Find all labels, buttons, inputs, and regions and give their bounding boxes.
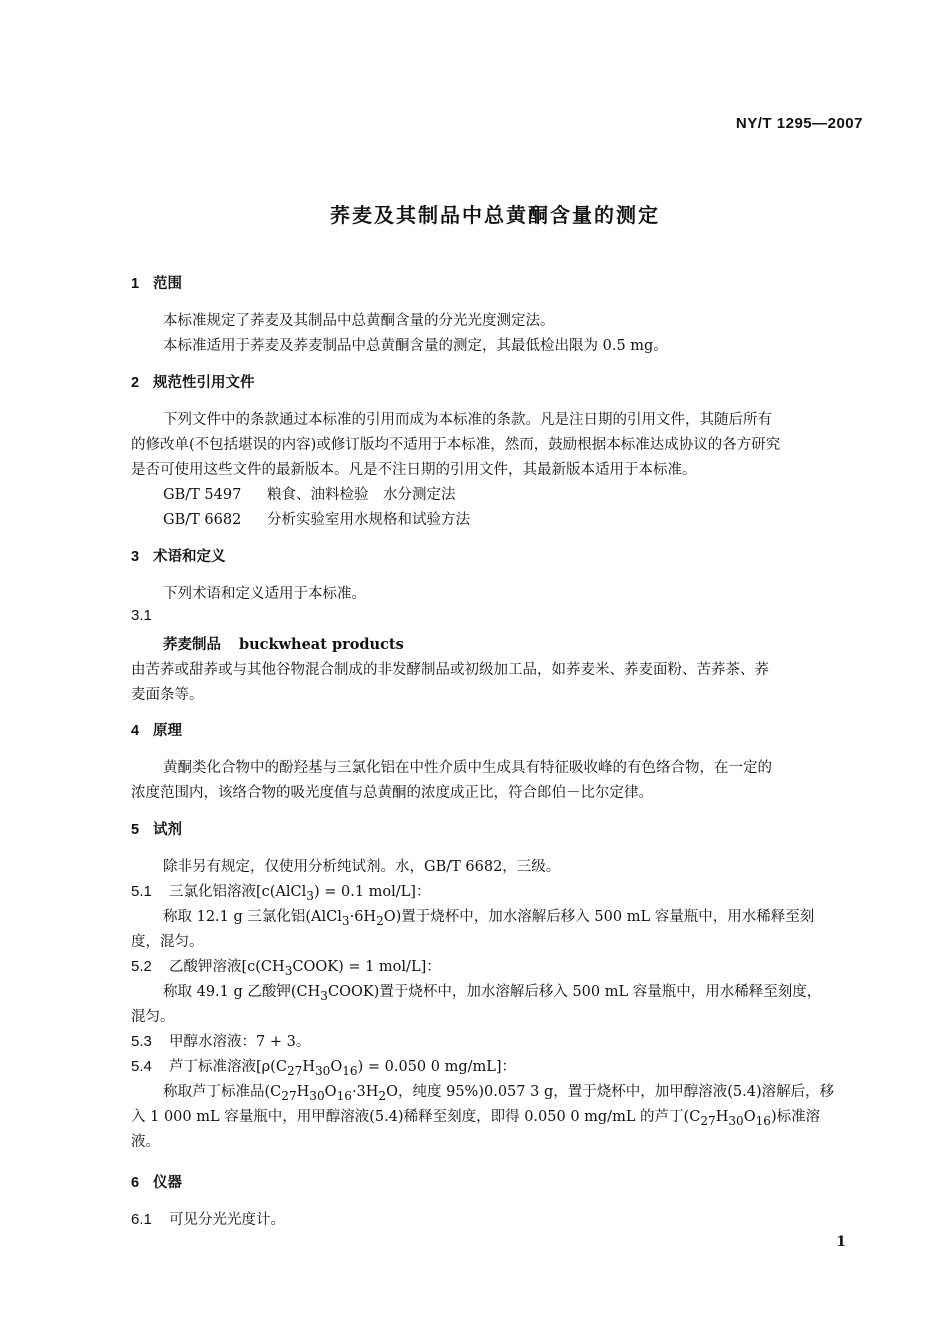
section-title: 仪器 bbox=[153, 1175, 182, 1191]
section-number: 5 bbox=[131, 822, 140, 838]
subsection-5-2 bbox=[131, 955, 441, 978]
subsection-5-4 bbox=[131, 1055, 516, 1078]
paragraph-line: 混匀。 bbox=[131, 1009, 175, 1025]
paragraph: 下列术语和定义适用于本标准。 bbox=[163, 586, 366, 602]
section-number: 2 bbox=[131, 375, 140, 391]
subsection-number: 5.1 bbox=[131, 883, 152, 900]
reference-title: 分析实验室用水规格和试验方法 bbox=[267, 512, 470, 528]
paragraph-line: 称取 49.1 g 乙酸钾$(CH_3COOK)$置于烧杯中，加水溶解后移入 500 mL 容量瓶中，用水稀释至刻度， bbox=[163, 984, 822, 1003]
definition-line: 麦面条等。 bbox=[131, 687, 204, 703]
subsection-title: 芦丁标准溶液[$\rho(C_{27}H_{30}O_{16}) = 0.050$ 0 mg/mL]： bbox=[169, 1059, 517, 1078]
section-3-heading bbox=[131, 545, 226, 566]
paragraph: 除非另有规定，仅使用分析纯试剂。水，GB/T 6682，三级。 bbox=[163, 859, 561, 875]
section-4-heading bbox=[131, 719, 182, 740]
standard-number: NY/T 1295—2007 bbox=[735, 115, 863, 132]
subsection-5-3 bbox=[131, 1030, 310, 1051]
subsection-title: 可见分光光度计。 bbox=[169, 1212, 285, 1228]
reference-item bbox=[163, 483, 456, 504]
section-number: 6 bbox=[131, 1175, 140, 1191]
term-chinese: 荞麦制品 bbox=[163, 637, 221, 653]
subsection-number: 5.2 bbox=[131, 958, 152, 975]
paragraph-line: 称取芦丁标准品($C_{27}H_{30}O_{16}\cdot 3H_2O$，纯度 95%)0.057 3 g，置于烧杯中，加甲醇溶液(5.4)溶解后，移 bbox=[163, 1084, 835, 1103]
subsection-number: 5.4 bbox=[131, 1058, 152, 1075]
page-number: 1 bbox=[836, 1234, 846, 1250]
subsection-title: 甲醇水溶液：7 + 3。 bbox=[169, 1034, 311, 1050]
subsection-number: 3.1 bbox=[131, 607, 152, 624]
paragraph-line: 的修改单(不包括堪误的内容)或修订版均不适用于本标准，然而，鼓励根据本标准达成协议的各方研究 bbox=[131, 437, 781, 453]
subsection-title: 三氯化铝溶液[c(AlCl$_3$) = 0.1 mol/L]： bbox=[169, 884, 431, 903]
section-1-heading bbox=[131, 272, 182, 293]
definition-line: 由苦荞或甜荞或与其他谷物混合制成的非发酵制品或初级加工品，如荞麦米、荞麦面粉、苦荞茶、荞 bbox=[131, 662, 769, 678]
section-number: 1 bbox=[131, 276, 140, 292]
section-number: 4 bbox=[131, 723, 140, 739]
subsection-title: 乙酸钾溶液[$c(CH_3COOK) = 1$ mol/L]： bbox=[169, 959, 441, 978]
section-title: 范围 bbox=[153, 276, 182, 292]
paragraph: 本标准规定了荞麦及其制品中总黄酮含量的分光光度测定法。 bbox=[163, 313, 555, 329]
subsection-6-1 bbox=[131, 1208, 285, 1229]
section-6-heading bbox=[131, 1171, 182, 1192]
reference-code: GB/T 5497 bbox=[163, 487, 242, 503]
section-number: 3 bbox=[131, 549, 140, 565]
section-title: 原理 bbox=[153, 723, 182, 739]
paragraph-line: 浓度范围内，该络合物的吸光度值与总黄酮的浓度成正比，符合郎伯－比尔定律。 bbox=[131, 785, 653, 801]
reference-item bbox=[163, 508, 470, 529]
paragraph-line: 下列文件中的条款通过本标准的引用而成为本标准的条款。凡是注日期的引用文件，其随后所有 bbox=[163, 412, 772, 428]
term-english: buckwheat products bbox=[239, 636, 404, 653]
section-title: 术语和定义 bbox=[153, 549, 226, 565]
subsection-5-1 bbox=[131, 880, 430, 903]
paragraph-line: 液。 bbox=[131, 1134, 160, 1150]
document-title: 荞麦及其制品中总黄酮含量的测定 bbox=[330, 203, 660, 227]
paragraph: 本标准适用于荞麦及荞麦制品中总黄酮含量的测定，其最低检出限为 0.5 mg。 bbox=[163, 338, 668, 354]
section-title: 试剂 bbox=[153, 822, 182, 838]
reference-title: 粮食、油料检验 水分测定法 bbox=[267, 487, 456, 503]
section-2-heading bbox=[131, 371, 255, 392]
section-5-heading bbox=[131, 818, 182, 839]
subsection-number: 6.1 bbox=[131, 1211, 152, 1228]
paragraph-line: 度，混匀。 bbox=[131, 934, 204, 950]
term-entry bbox=[163, 633, 404, 654]
paragraph-line: 称取 12.1 g 三氯化铝$(AlCl_3\cdot 6H_2O)$置于烧杯中，加水溶解后移入 500 mL 容量瓶中，用水稀释至刻 bbox=[163, 909, 815, 928]
paragraph-line: 黄酮类化合物中的酚羟基与三氯化铝在中性介质中生成具有特征吸收峰的有色络合物，在一定的 bbox=[163, 760, 772, 776]
section-title: 规范性引用文件 bbox=[153, 375, 255, 391]
subsection-number: 5.3 bbox=[131, 1033, 152, 1050]
paragraph-line: 入 1 000 mL 容量瓶中，用甲醇溶液(5.4)稀释至刻度，即得 0.050 0 mg/mL 的芦丁$(C_{27}H_{30}O_{16})$标准溶 bbox=[131, 1109, 821, 1128]
reference-code: GB/T 6682 bbox=[163, 512, 242, 528]
paragraph-line: 是否可使用这些文件的最新版本。凡是不注日期的引用文件，其最新版本适用于本标准。 bbox=[131, 462, 697, 478]
